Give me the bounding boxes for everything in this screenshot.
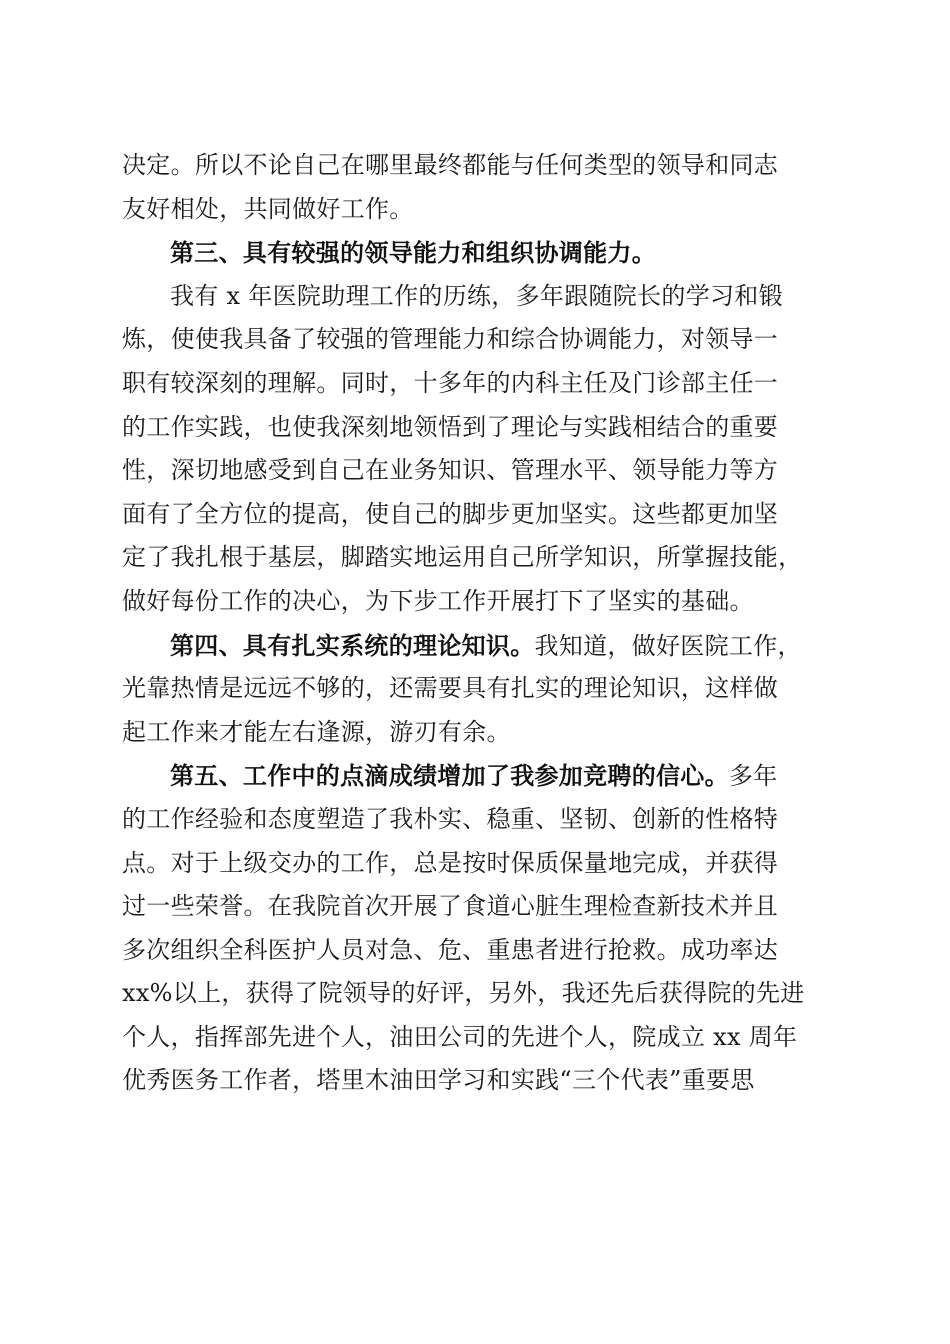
text-line: 起工作来才能左右逢源，游刃有余。: [122, 717, 511, 746]
paragraph-5-first-line: [122, 754, 828, 798]
text-line: 多次组织全科医护人员对急、危、重患者进行抢救。成功率达: [122, 935, 779, 964]
text-run: 多年: [728, 762, 778, 791]
text-line: 职有较深刻的理解。同时，十多年的内科主任及门诊部主任一: [122, 368, 779, 397]
text-line: 点。对于上级交办的工作，总是按时保质保量地完成，并获得: [122, 848, 779, 877]
text-line: 定了我扎根于基层，脚踏实地运用自己所学知识，所掌握技能，: [122, 543, 803, 572]
text-line: 优秀医务工作者，塔里木油田学习和实践“三个代表”重要思: [122, 1066, 755, 1095]
text-line: 的工作经验和态度塑造了我朴实、稳重、坚韧、创新的性格特: [122, 804, 779, 833]
section-heading-3: 第三、具有较强的领导能力和组织协调能力。: [170, 238, 656, 268]
text-line: 友好相处，共同做好工作。: [122, 194, 414, 223]
text-line: 性，深切地感受到自己在业务知识、管理水平、领导能力等方: [122, 456, 779, 485]
text-line: 个人，指挥部先进个人，油田公司的先进个人，院成立 xx 周年: [122, 1022, 798, 1051]
text-line: 过一些荣誉。在我院首次开展了食道心脏生理检查新技术并且: [122, 892, 779, 921]
text-line: 决定。所以不论自己在哪里最终都能与任何类型的领导和同志: [122, 151, 779, 179]
text-run: 我知道，做好医院工作，: [534, 631, 802, 660]
text-line: 炼，使使我具备了较强的管理能力和综合协调能力，对领导一: [122, 325, 779, 354]
document-body: [122, 144, 828, 1103]
section-heading-5: 第五、工作中的点滴成绩增加了我参加竞聘的信心。: [170, 761, 729, 791]
text-line: xx%以上，获得了院领导的好评，另外，我还先后获得院的先进: [122, 979, 805, 1008]
text-line: 面有了全方位的提高，使自己的脚步更加坚实。这些都更加坚: [122, 499, 779, 528]
text-line: 光靠热情是远远不够的，还需要具有扎实的理论知识，这样做: [122, 674, 779, 703]
paragraph-4-first-line: [122, 624, 828, 668]
text-line: 我有 x 年医院助理工作的历练，多年跟随院长的学习和锻: [170, 281, 783, 310]
text-line: 的工作实践，也使我深刻地领悟到了理论与实践相结合的重要: [122, 412, 779, 441]
text-line: 做好每份工作的决心，为下步工作开展打下了坚实的基础。: [122, 586, 754, 615]
section-heading-4: 第四、具有扎实系统的理论知识。: [170, 630, 535, 660]
